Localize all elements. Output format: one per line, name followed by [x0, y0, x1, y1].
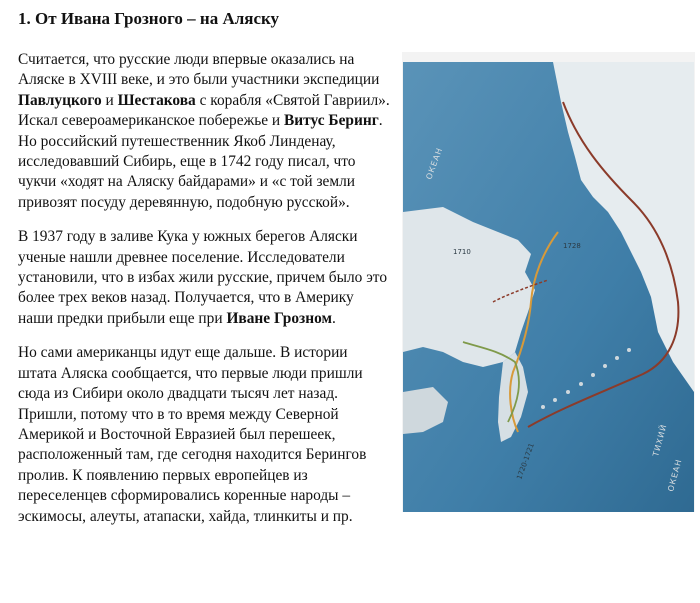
name-shestakov: Шестакова [117, 91, 196, 109]
p3-text-1: Но сами американцы идут еще дальше. В истории штата Аляска сообщается, что первые люди пришли сюда из Сибири около двадцати тысяч лет назад. Пришли, потому что в то время между Северной Америкой и Восточной Евразией был перешеек, расположенный там, где сегодня находится Берингов пролив. К появлению первых европейцев из переселенцев сформировались коренные народы – эскимосы, алеуты, атапаски, хайда, тлинкиты и пр. [18, 344, 367, 525]
p1-text-1: Считается, что русские люди впервые оказались на Аляске в XVIII веке, и это были участники экспедиции [18, 51, 380, 89]
paragraph-3 [18, 343, 390, 527]
map-svg [403, 62, 694, 512]
year-label-1710: 1710 [453, 248, 471, 256]
historical-map-image [403, 62, 694, 512]
ocean-label-bottom-2: ОКЕАН [666, 457, 684, 493]
ocean-label-bottom-1: ТИХИЙ [651, 422, 669, 458]
name-pavlutsky: Павлуцкого [18, 91, 102, 109]
name-vitus-bering: Витус Беринг [284, 112, 379, 130]
name-ivan-grozny: Иване Грозном [226, 309, 332, 327]
p2-text-1: В 1937 году в заливе Кука у южных берегов Аляски ученые нашли древнее поселение. Исследователи установили, что в избах жили русские, причем было это более трех веков назад. Получается, что в Америку наши предки прибыли еще при [18, 228, 388, 327]
ocean-label-top: ОКЕАН [424, 146, 445, 181]
paragraph-2 [18, 227, 390, 329]
article-title: 1. От Ивана Грозного – на Аляску [18, 9, 280, 28]
year-label-1720-1721: 1720-1721 [515, 442, 536, 481]
p1-text-3: с корабля «Святой Гавриил». Искал североамериканское побережье и [18, 91, 390, 130]
paragraph-1 [18, 50, 390, 213]
p2-text-2: . [331, 309, 336, 327]
p1-text-2: и [101, 91, 118, 109]
article-body [18, 50, 390, 541]
p1-text-4: . Но российский путешественник Якоб Линденау, исследовавший Сибирь, еще в 1742 году писал, что чукчи «ходят на Аляску байдарами» и «с той земли привозят посуду деревянную, подобную русской». [18, 112, 383, 211]
year-label-1728: 1728 [563, 242, 581, 250]
